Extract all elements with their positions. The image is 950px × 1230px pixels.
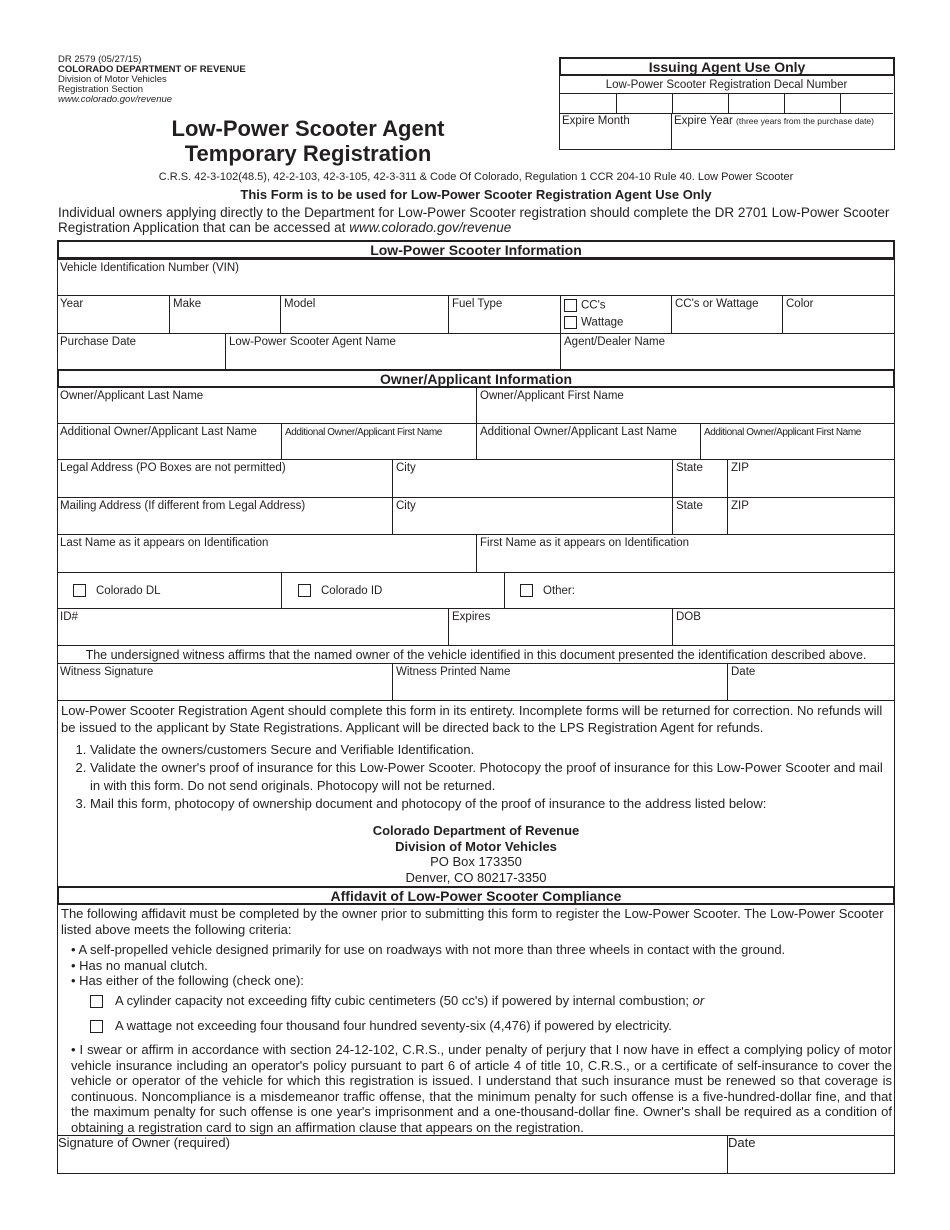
instruction-step: 1. Validate the owners/customers Secure and Verifiable Identification. xyxy=(90,741,892,759)
mailing-city-field[interactable] xyxy=(392,497,672,534)
intro-text xyxy=(58,205,894,235)
statutes: C.R.S. 42-3-102(48.5), 42-2-103, 42-3-105, 42-3-311 & Code Of Colorado, Regulation 1 CCR 204-10 Rule 40. Low Power Scooter xyxy=(158,171,794,183)
intro-link[interactable]: www.colorado.gov/revenue xyxy=(349,220,512,235)
scooter-section-title: Low-Power Scooter Information xyxy=(57,240,895,259)
title-line-1: Low-Power Scooter Agent xyxy=(171,116,445,141)
witness-printed-name-field[interactable] xyxy=(392,663,727,700)
id-first-name-field[interactable] xyxy=(476,534,895,572)
id-last-name-label: Last Name as it appears on Identification xyxy=(60,537,269,549)
owner-signature-date-label: Date xyxy=(728,1135,756,1150)
witness-date-label: Date xyxy=(731,666,756,678)
address-line-4: Denver, CO 80217-3350 xyxy=(405,869,547,885)
cc-or-wattage-field[interactable] xyxy=(671,295,782,333)
owner-last-name-field[interactable] xyxy=(57,388,476,423)
mailing-zip-label: ZIP xyxy=(731,500,749,512)
dob-label: DOB xyxy=(676,611,701,623)
owner-section-title: Owner/Applicant Information xyxy=(57,369,895,388)
department-name: COLORADO DEPARTMENT OF REVENUE xyxy=(58,64,246,75)
decal-number-label: Low-Power Scooter Registration Decal Number xyxy=(605,79,848,91)
address-line-1: Colorado Department of Revenue xyxy=(372,823,580,838)
owner-signature-label: Signature of Owner (required) xyxy=(58,1135,230,1150)
colorado-dl-option[interactable] xyxy=(57,572,281,608)
fuel-type-field[interactable] xyxy=(448,295,560,333)
instruction-step: 3. Mail this form, photocopy of ownership document and photocopy of the proof of insurance to the address listed below: xyxy=(90,795,892,813)
owner-signature-date-field[interactable] xyxy=(728,1136,892,1172)
title-line-2: Temporary Registration xyxy=(184,141,432,166)
electric-checkbox[interactable] xyxy=(90,1020,103,1033)
id-number-label: ID# xyxy=(60,611,78,623)
legal-address-label: Legal Address (PO Boxes are not permitted) xyxy=(60,462,286,474)
add-owner-first-label-2: Additional Owner/Applicant First Name xyxy=(704,427,861,438)
criteria-item: • Has no manual clutch. xyxy=(71,957,208,973)
ccs-label: CC's xyxy=(581,299,606,312)
legal-city-field[interactable] xyxy=(392,459,672,497)
electric-option[interactable] xyxy=(90,1018,890,1033)
address-line-2: Division of Motor Vehicles xyxy=(395,838,557,854)
id-number-field[interactable] xyxy=(57,608,448,645)
use-note: This Form is to be used for Low-Power Scooter Registration Agent Use Only xyxy=(240,187,712,202)
id-expires-label: Expires xyxy=(452,611,491,623)
dob-field[interactable] xyxy=(672,608,895,645)
expire-year-note: (three years from the purchase date) xyxy=(736,116,874,126)
instruction-steps xyxy=(58,741,892,813)
cc-or-wattage-label: CC's or Wattage xyxy=(675,298,759,310)
legal-state-label: State xyxy=(676,462,703,474)
purchase-date-field[interactable] xyxy=(57,333,225,369)
electric-label: A wattage not exceeding four thousand four hundred seventy-six (4,476) if powered by electricity. xyxy=(115,1018,672,1033)
fuel-type-label: Fuel Type xyxy=(452,298,503,310)
combustion-option[interactable] xyxy=(90,993,890,1008)
mailing-state-label: State xyxy=(676,500,703,512)
mailing-address-block xyxy=(58,823,894,885)
id-last-name-field[interactable] xyxy=(57,534,476,572)
add-owner-first-name-field-2[interactable] xyxy=(700,423,895,459)
owner-first-name-field[interactable] xyxy=(476,388,895,423)
colorado-id-checkbox[interactable] xyxy=(298,584,311,597)
other-id-label: Other: xyxy=(543,584,575,597)
add-owner-last-name-field-1[interactable] xyxy=(57,423,281,459)
affidavit-criteria xyxy=(71,942,893,989)
wattage-label: Wattage xyxy=(581,316,624,329)
criteria-item: • Has either of the following (check one): xyxy=(71,973,304,988)
form-header xyxy=(58,55,246,105)
other-id-option[interactable] xyxy=(504,572,895,608)
criteria-item: • A self-propelled vehicle designed primarily for use on roadways with not more than three wheels in contact with the ground. xyxy=(71,942,786,957)
owner-last-name-label: Owner/Applicant Last Name xyxy=(60,390,204,402)
ccs-checkbox[interactable] xyxy=(564,299,577,312)
legal-zip-field[interactable] xyxy=(727,459,895,497)
vin-label: Vehicle Identification Number (VIN) xyxy=(60,262,239,274)
witness-printed-name-label: Witness Printed Name xyxy=(396,666,511,678)
issuing-agent-title: Issuing Agent Use Only xyxy=(559,57,895,76)
dealer-name-field[interactable] xyxy=(560,333,895,369)
issuing-agent-box xyxy=(559,57,895,150)
address-line-3: PO Box 173350 xyxy=(430,854,522,869)
agent-name-field[interactable] xyxy=(225,333,560,369)
insurance-oath: • I swear or affirm in accordance with section 24-12-102, C.R.S., under penalty of perjury that I now have in effect a complying policy of motor vehicle insurance including an operator's policy pursuant to part 6 of article 4 of title 10, C.R.S., or a certificate of self-insurance to cover the vehicle or operator of the vehicle for which this registration is issued. I understand that such insurance must be renewed so that coverage is continuous. Noncompliance is a misdemeanor traffic offense, that the minimum penalty for such offense is a five-hundred-dollar fine, and that the maximum penalty for such offense is one year's imprisonment and a one-thousand-dollar fine. Owner's shall be required as a condition of obtaining a registration card to sign an affirmation clause that appears on the registration. xyxy=(71,1042,892,1135)
expire-year-field[interactable] xyxy=(674,115,874,128)
instruction-step: 2. Validate the owner's proof of insurance for this Low-Power Scooter. Photocopy the proof of insurance for this Low-Power Scooter and mail in with this form. Do not send originals. Photocopy will not be returned. xyxy=(90,759,892,795)
id-expires-field[interactable] xyxy=(448,608,672,645)
colorado-id-option[interactable] xyxy=(281,572,504,608)
owner-signature-field[interactable] xyxy=(58,1136,718,1172)
color-label: Color xyxy=(786,298,814,310)
witness-date-field[interactable] xyxy=(727,663,895,700)
colorado-id-label: Colorado ID xyxy=(321,584,383,597)
combustion-or: or xyxy=(692,993,705,1008)
dealer-name-label: Agent/Dealer Name xyxy=(564,336,665,348)
intro-body: Individual owners applying directly to the Department for Low-Power Scooter registration should complete the DR 2701 Low-Power Scooter Registration Application that can be accessed at xyxy=(58,205,890,235)
ccs-option[interactable] xyxy=(564,299,668,313)
id-first-name-label: First Name as it appears on Identification xyxy=(480,537,690,549)
agent-name-label: Low-Power Scooter Agent Name xyxy=(229,336,396,348)
color-field[interactable] xyxy=(782,295,895,333)
mailing-zip-field[interactable] xyxy=(727,497,895,534)
affidavit-intro: The following affidavit must be completed by the owner prior to submitting this form to register the Low-Power Scooter. The Low-Power Scooter listed above meets the following criteria: xyxy=(61,906,884,937)
colorado-dl-label: Colorado DL xyxy=(96,584,161,597)
affidavit-section-title: Affidavit of Low-Power Scooter Compliance xyxy=(57,886,895,905)
make-label: Make xyxy=(173,298,202,310)
page-title xyxy=(58,116,558,166)
witness-statement: The undersigned witness affirms that the named owner of the vehicle identified in this document presented the identification described above. xyxy=(57,645,895,663)
purchase-date-label: Purchase Date xyxy=(60,336,137,348)
add-owner-last-label-2: Additional Owner/Applicant Last Name xyxy=(480,426,677,438)
legal-state-field[interactable] xyxy=(672,459,727,497)
division-name: Division of Motor Vehicles xyxy=(58,74,167,85)
owner-first-name-label: Owner/Applicant First Name xyxy=(480,390,624,402)
expire-month-field[interactable]: Expire Month xyxy=(562,115,630,127)
witness-signature-label: Witness Signature xyxy=(60,666,154,678)
mailing-address-field[interactable] xyxy=(57,497,392,534)
add-owner-first-label-1: Additional Owner/Applicant First Name xyxy=(285,427,442,438)
expire-year-label: Expire Year xyxy=(674,115,733,127)
add-owner-last-name-field-2[interactable] xyxy=(476,423,700,459)
add-owner-first-name-field-1[interactable] xyxy=(281,423,476,459)
website: www.colorado.gov/revenue xyxy=(58,94,173,105)
mailing-state-field[interactable] xyxy=(672,497,727,534)
instructions-paragraph: Low-Power Scooter Registration Agent should complete this form in its entirety. Incomplete forms will be returned for correction. No refunds will be issued to the applicant by State Registrations. Applicant will be directed back to the LPS Registration Agent for refunds. xyxy=(61,703,883,735)
other-id-checkbox[interactable] xyxy=(520,584,533,597)
model-field[interactable] xyxy=(280,295,448,333)
year-field[interactable] xyxy=(57,295,169,333)
wattage-checkbox[interactable] xyxy=(564,316,577,329)
mailing-address-label: Mailing Address (If different from Legal Address) xyxy=(60,500,306,512)
cc-wattage-choice xyxy=(560,295,671,333)
witness-signature-field[interactable] xyxy=(57,663,392,700)
combustion-label: A cylinder capacity not exceeding fifty cubic centimeters (50 cc's) if powered by internal combustion; xyxy=(115,993,690,1008)
mailing-city-label: City xyxy=(396,500,416,512)
section-name: Registration Section xyxy=(58,84,144,95)
model-label: Model xyxy=(284,298,316,310)
vin-field[interactable] xyxy=(57,259,895,295)
colorado-dl-checkbox[interactable] xyxy=(73,584,86,597)
legal-address-field[interactable] xyxy=(57,459,392,497)
wattage-option[interactable] xyxy=(564,316,668,330)
make-field[interactable] xyxy=(169,295,280,333)
legal-zip-label: ZIP xyxy=(731,462,749,474)
form-number: DR 2579 (05/27/15) xyxy=(58,54,142,65)
year-label: Year xyxy=(60,298,84,310)
legal-city-label: City xyxy=(396,462,416,474)
combustion-checkbox[interactable] xyxy=(90,995,103,1008)
add-owner-last-label-1: Additional Owner/Applicant Last Name xyxy=(60,426,257,438)
